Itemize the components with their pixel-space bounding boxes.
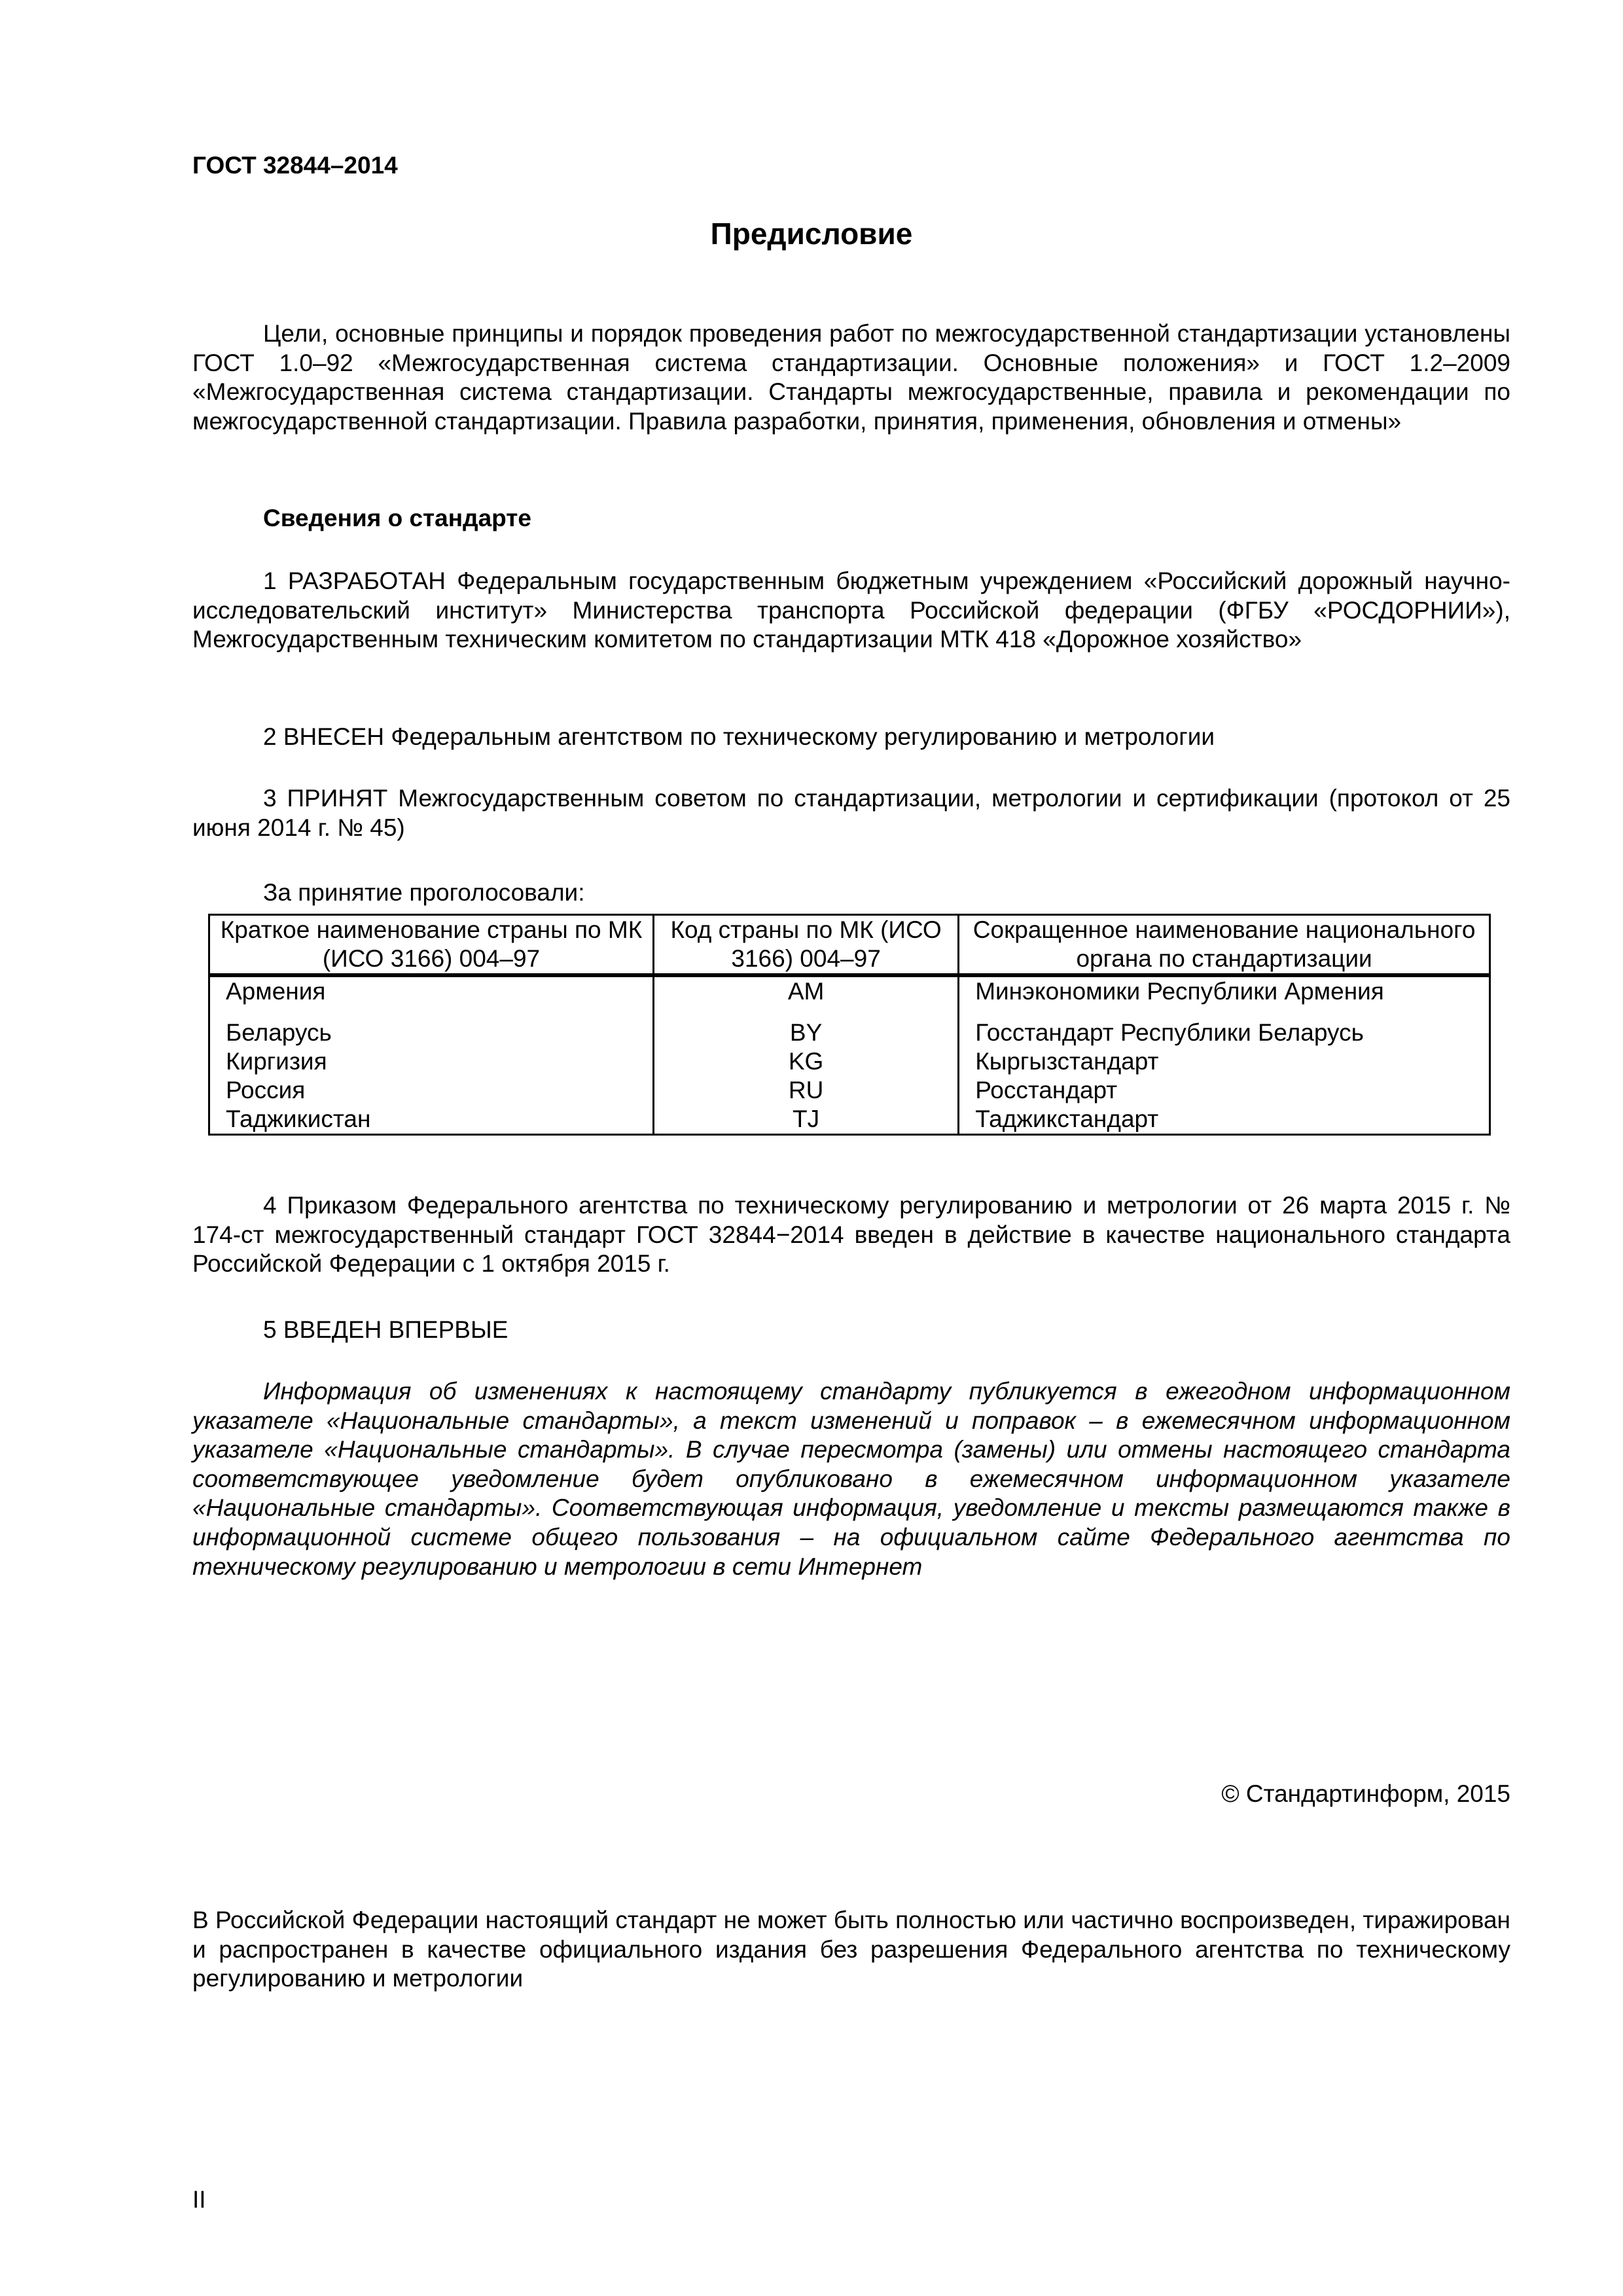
info-heading: Сведения о стандарте — [263, 505, 531, 531]
copyright-line: © Стандартинформ, 2015 — [1221, 1780, 1510, 1807]
table-header-row — [209, 915, 1490, 976]
header-country-name: Краткое наименование страны по МК (ИСО 3166) 004–97 — [209, 915, 654, 976]
paragraph-2-introduced: 2 ВНЕСЕН Федеральным агентством по техническому регулированию и метрологии — [263, 723, 1215, 750]
paragraph-3-adopted: 3 ПРИНЯТ Межгосударственным советом по стандартизации, метрологии и сертификации (протокол от 25 июня 2014 г. № 45) — [192, 785, 1510, 841]
country-code: TJ — [653, 1105, 958, 1135]
table-row — [209, 975, 1490, 1018]
country-code: BY — [653, 1018, 958, 1047]
country-name: Киргизия — [209, 1047, 654, 1076]
national-body: Кыргызстандарт — [959, 1047, 1490, 1076]
table-row — [209, 1018, 1490, 1047]
country-name: Армения — [209, 975, 654, 1018]
paragraph-4-enacted: 4 Приказом Федерального агентства по техническому регулированию и метрологии от 26 марта 2015 г. № 174-ст межгосударственный стандарт ГОСТ 32844−2014 введен в действие в качестве национального стандарта Российской Федерации с 1 октября 2015 г. — [192, 1192, 1510, 1278]
intro-paragraph: Цели, основные принципы и порядок проведения работ по межгосударственной стандартизации установлены ГОСТ 1.0–92 «Межгосударственная система стандартизации. Основные положения» и ГОСТ 1.2–2009 «Межгосударственная система стандартизации. Стандарты межгосударственные, правила и рекомендации по межгосударственной стандартизации. Правила разработки, принятия, применения, обновления и отмены» — [192, 320, 1510, 435]
national-body: Госстандарт Республики Беларусь — [959, 1018, 1490, 1047]
page-number: II — [192, 2186, 206, 2213]
reproduction-notice: В Российской Федерации настоящий стандарт не может быть полностью или частично воспроизведен, тиражирован и распространен в качестве официального издания без разрешения Федерального агентства по техническому регулированию и метрологии — [192, 1907, 1510, 1992]
paragraph-1-developed: 1 РАЗРАБОТАН Федеральным государственным бюджетным учреждением «Российский дорожный научно-исследовательский институт» Министерства транспорта Российской федерации (ФГБУ «РОСДОРНИИ»), Межгосударственным техническим комитетом по стандартизации МТК 418 «Дорожное хозяйство» — [192, 567, 1510, 653]
document-number: ГОСТ 32844–2014 — [192, 152, 398, 179]
country-code: KG — [653, 1047, 958, 1076]
national-body: Минэкономики Республики Армения — [959, 975, 1490, 1018]
country-name: Россия — [209, 1076, 654, 1105]
table-row — [209, 1047, 1490, 1076]
country-code: RU — [653, 1076, 958, 1105]
paragraph-5-first-introduced: 5 ВВЕДЕН ВПЕРВЫЕ — [263, 1316, 508, 1343]
table-row — [209, 1076, 1490, 1105]
table-row — [209, 1105, 1490, 1135]
page-title: Предисловие — [710, 217, 913, 251]
country-code: AM — [653, 975, 958, 1018]
header-country-code: Код страны по МК (ИСО 3166) 004–97 — [653, 915, 958, 976]
header-national-body: Сокращенное наименование национального органа по стандартизации — [959, 915, 1490, 976]
national-body: Таджикстандарт — [959, 1105, 1490, 1135]
country-name: Беларусь — [209, 1018, 654, 1047]
vote-caption: За принятие проголосовали: — [263, 879, 585, 906]
amendments-notice: Информация об изменениях к настоящему стандарту публикуется в ежегодном информационном указателе «Национальные стандарты», а текст изменений и поправок – в ежемесячном информационном указателе «Национальные стандарты». В случае пересмотра (замены) или отмены настоящего стандарта соответствующее уведомление будет опубликовано в ежемесячном информационном указателе «Национальные стандарты». Соответствующая информация, уведомление и тексты размещаются также в информационной системе общего пользования – на официальном сайте Федерального агентства по техническому регулированию и метрологии в сети Интернет — [192, 1378, 1510, 1580]
voting-countries-table — [208, 914, 1491, 1136]
country-name: Таджикистан — [209, 1105, 654, 1135]
national-body: Росстандарт — [959, 1076, 1490, 1105]
